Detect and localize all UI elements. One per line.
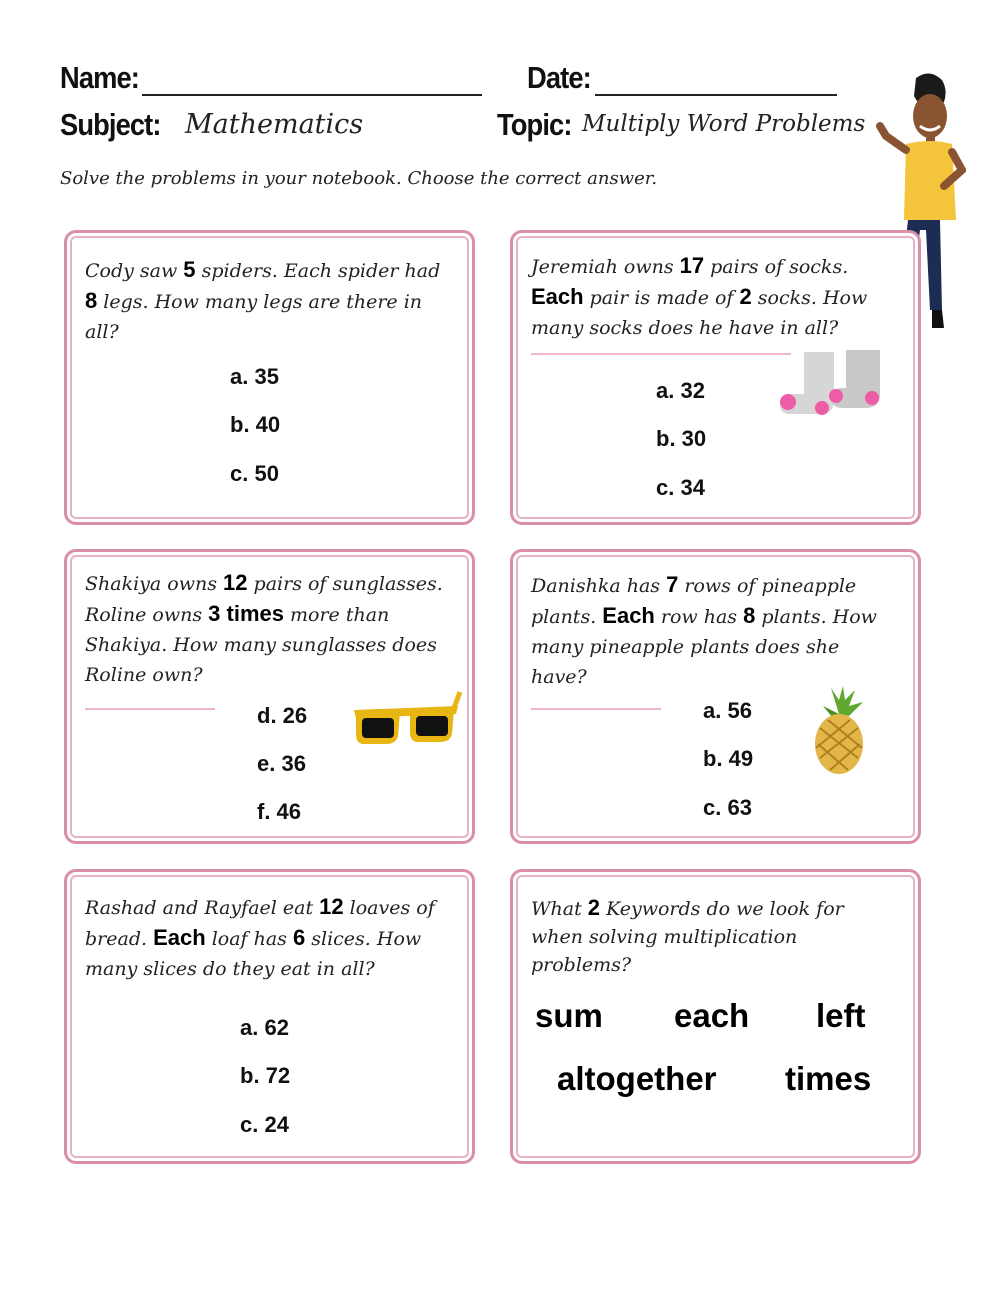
- answer-option-a[interactable]: a. 56: [703, 698, 752, 723]
- question-card-6: [510, 869, 921, 1164]
- answer-option-c[interactable]: c. 50: [230, 461, 279, 486]
- question-card-4: [510, 549, 921, 844]
- question-text: Jeremiah owns 17 pairs of socks. Each pair is made of 2 socks. How many socks does he have in all?: [531, 253, 868, 339]
- answer-option-c[interactable]: c. 63: [703, 795, 752, 820]
- socks-icon: [776, 346, 896, 421]
- answer-option-a[interactable]: a. 35: [230, 364, 279, 389]
- answer-option-b[interactable]: b. 30: [656, 426, 707, 451]
- question-card-2: [510, 230, 921, 525]
- date-field[interactable]: [595, 94, 837, 96]
- subject-label: Subject:: [60, 107, 161, 142]
- answer-option-c[interactable]: c. 34: [656, 475, 705, 500]
- answer-option-a[interactable]: a. 62: [240, 1015, 289, 1040]
- name-field[interactable]: [142, 94, 482, 96]
- name-label: Name:: [60, 60, 139, 95]
- instructions: Solve the problems in your notebook. Choose the correct answer.: [60, 168, 658, 189]
- answer-option-f[interactable]: f. 46: [257, 799, 302, 824]
- keyword-times[interactable]: times: [785, 1060, 872, 1097]
- question-text: Rashad and Rayfael eat 12 loaves of bread. Each loaf has 6 slices. How many slices do they eat in all?: [85, 894, 435, 980]
- question-text: What 2 Keywords do we look for when solving multiplication problems?: [531, 895, 844, 976]
- divider-line: [531, 708, 661, 710]
- question-card-5: [64, 869, 475, 1164]
- question-card-1: [64, 230, 475, 525]
- subject-value: Mathematics: [185, 109, 364, 140]
- topic-label: Topic:: [497, 107, 572, 142]
- divider-line: [531, 353, 791, 355]
- answer-option-b[interactable]: b. 72: [240, 1063, 291, 1088]
- answer-option-e[interactable]: e. 36: [257, 751, 306, 776]
- pineapple-icon: [808, 684, 870, 776]
- answer-option-a[interactable]: a. 32: [656, 378, 705, 403]
- keyword-left[interactable]: left: [816, 997, 866, 1034]
- date-label: Date:: [527, 60, 591, 95]
- keyword-sum[interactable]: sum: [535, 997, 603, 1034]
- question-card-3: [64, 549, 475, 844]
- question-text: Cody saw 5 spiders. Each spider had 8 legs. How many legs are there in all?: [85, 257, 441, 343]
- divider-line: [85, 708, 215, 710]
- answer-option-d[interactable]: d. 26: [257, 703, 308, 728]
- answer-option-c[interactable]: c. 24: [240, 1112, 289, 1137]
- answer-option-b[interactable]: b. 40: [230, 412, 281, 437]
- keyword-altogether[interactable]: altogether: [557, 1060, 717, 1097]
- topic-value: Multiply Word Problems: [582, 111, 866, 137]
- question-text: Danishka has 7 rows of pineapple plants. Each row has 8 plants. How many pineapple plants does she have?: [531, 572, 877, 688]
- answer-option-b[interactable]: b. 49: [703, 746, 754, 771]
- question-text: Shakiya owns 12 pairs of sunglasses. Roline owns 3 times more than Shakiya. How many sunglasses does Roline own?: [85, 570, 443, 686]
- sunglasses-icon: [350, 690, 462, 748]
- keyword-each[interactable]: each: [674, 997, 750, 1034]
